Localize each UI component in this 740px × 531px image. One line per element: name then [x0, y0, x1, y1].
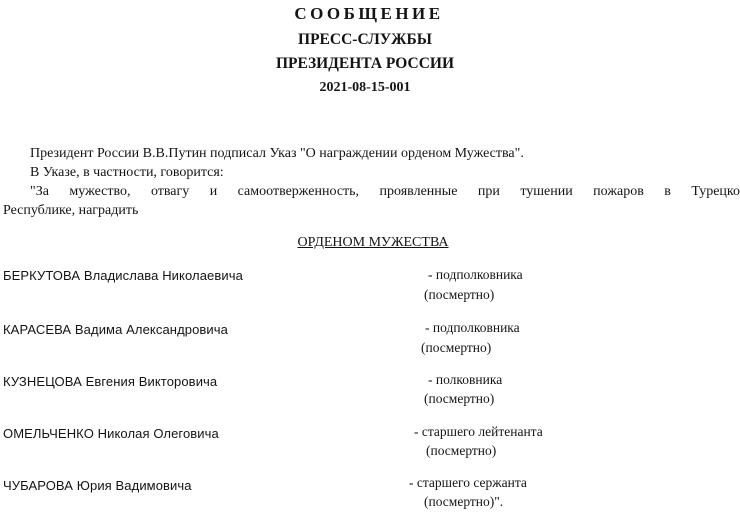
awardee-name: БЕРКУТОВА Владислава Николаевича — [3, 268, 243, 283]
awardee-rank: - подполковника — [428, 267, 523, 282]
quote-word: в — [664, 184, 671, 199]
quote-word: проявленные — [379, 184, 458, 199]
quote-word: "За — [30, 184, 49, 199]
quote-word: отвагу — [150, 184, 190, 199]
quote-word: мужество, — [69, 184, 131, 199]
document-number: 2021-08-15-001 — [319, 80, 411, 95]
paragraph-decree: Президент России В.В.Путин подписал Указ "О награждении орденом Мужества". — [30, 146, 524, 161]
awardee-posthumous: (посмертно) — [421, 340, 492, 355]
header-title: СООБЩЕНИЕ — [294, 4, 444, 23]
awardee-rank: - полковника — [428, 372, 503, 387]
awardee-name: КУЗНЕЦОВА Евгения Викторовича — [3, 374, 218, 389]
awardee-name: ОМЕЛЬЧЕНКО Николая Олеговича — [3, 426, 219, 441]
awardee-rank: - старшего лейтенанта — [414, 424, 543, 439]
quote-line-2: Республике, наградить — [3, 203, 139, 218]
awardee-posthumous: (посмертно) — [426, 443, 497, 458]
awardee-posthumous: (посмертно) — [424, 391, 495, 406]
awardee-rank: - старшего сержанта — [409, 475, 527, 490]
quote-line — [30, 184, 740, 200]
quote-word: при — [477, 184, 500, 199]
awardee-rank: - подполковника — [425, 320, 520, 335]
header-subtitle: ПРЕСС-СЛУЖБЫ — [298, 31, 432, 48]
awardee-posthumous: (посмертно) — [424, 287, 495, 302]
header-subtitle-2: ПРЕЗИДЕНТА РОССИИ — [275, 55, 455, 72]
awardee-name: КАРАСЕВА Вадима Александровича — [3, 322, 228, 337]
quote-word: Турецко — [691, 184, 740, 199]
awardee-posthumous: (посмертно)". — [424, 494, 504, 509]
quote-word: тушении — [520, 184, 573, 199]
quote-word: пожаров — [593, 184, 644, 199]
quote-word: и — [209, 184, 218, 199]
quote-word: самоотверженность, — [237, 184, 360, 199]
paragraph-intro: В Указе, в частности, говорится: — [30, 165, 224, 180]
order-title: ОРДЕНОМ МУЖЕСТВА — [297, 235, 449, 250]
awardee-name: ЧУБАРОВА Юрия Вадимовича — [3, 478, 192, 493]
